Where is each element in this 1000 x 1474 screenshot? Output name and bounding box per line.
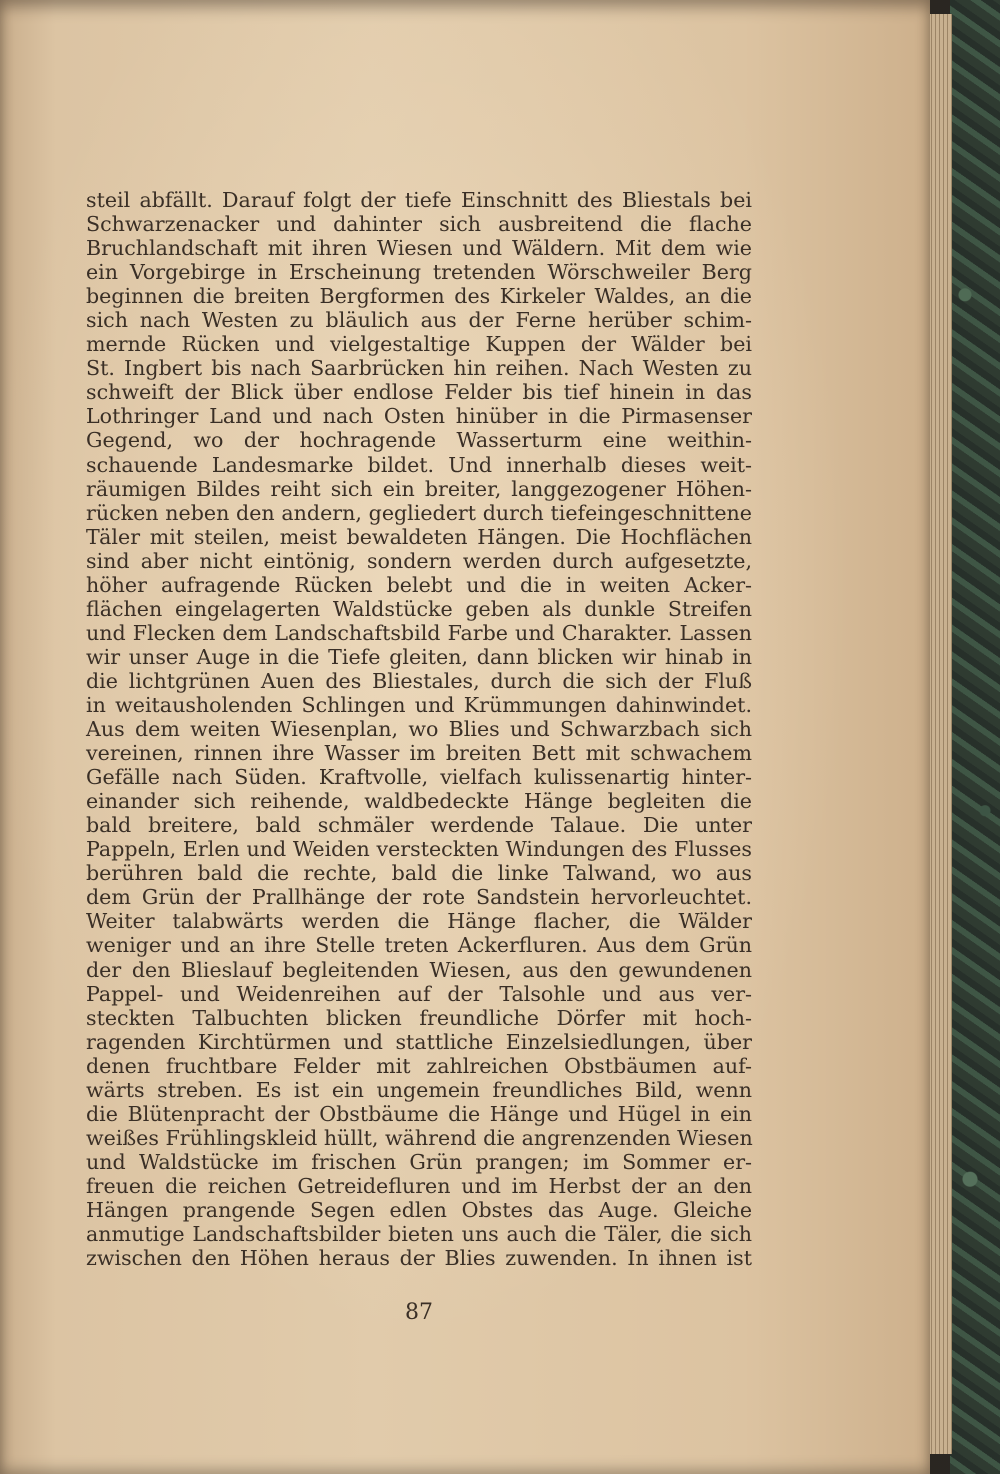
marbled-cover <box>950 0 1000 1474</box>
text-line: steil abfällt. Darauf folgt der tiefe Einschnitt des Bliestals bei <box>86 188 752 212</box>
text-line: wärts streben. Es ist ein ungemein freundliches Bild, wenn <box>86 1077 752 1102</box>
text-line: Pappeln, Erlen und Weiden versteckten Windungen des Flusses <box>86 837 752 862</box>
text-line: Bruchlandschaft mit ihren Wiesen und Wäldern. Mit dem wie <box>86 236 752 261</box>
text-line: anmutige Landschaftsbilder bieten uns auch die Täler, die sich <box>86 1222 752 1247</box>
text-line: steckten Talbuchten blicken freundliche Dörfer mit hoch- <box>86 1005 752 1030</box>
text-line: Pappel- und Weidenreihen auf der Talsohle und aus ver- <box>86 981 752 1006</box>
text-line: Weiter talabwärts werden die Hänge flacher, die Wälder <box>86 909 752 934</box>
page-number: 87 <box>405 1300 433 1325</box>
text-line: mernde Rücken und vielgestaltige Kuppen der Wälder bei <box>86 332 752 357</box>
text-line: und Flecken dem Landschaftsbild Farbe und Charakter. Lassen <box>86 620 752 645</box>
text-line: sind aber nicht eintönig, sondern werden durch aufgesetzte, <box>86 548 752 573</box>
text-line: freuen die reichen Getreidefluren und im Herbst der an den <box>86 1173 752 1198</box>
text-line: räumigen Bildes reiht sich ein breiter, langgezogener Höhen- <box>86 476 752 501</box>
text-line: wir unser Auge in die Tiefe gleiten, dann blicken wir hinab in <box>86 644 752 669</box>
text-line: sich nach Westen zu bläulich aus der Ferne herüber schim- <box>86 308 752 333</box>
text-line: berühren bald die rechte, bald die linke Talwand, wo aus <box>86 861 752 886</box>
text-line: Hängen prangende Segen edlen Obstes das Auge. Gleiche <box>86 1197 752 1222</box>
text-line: der den Blieslauf begleitenden Wiesen, aus den gewundenen <box>86 957 752 982</box>
text-line: flächen eingelagerten Waldstücke geben als dunkle Streifen <box>86 596 752 621</box>
text-line: und Waldstücke im frischen Grün prangen; im Sommer er- <box>86 1149 752 1174</box>
text-line: Täler mit steilen, meist bewaldeten Hängen. Die Hochflächen <box>86 524 752 549</box>
text-line: einander sich reihende, waldbedeckte Hänge begleiten die <box>86 789 752 814</box>
text-line: die Blütenpracht der Obstbäume die Hänge und Hügel in ein <box>86 1101 752 1126</box>
text-line: schweift der Blick über endlose Felder bis tief hinein in das <box>86 380 752 405</box>
text-line: vereinen, rinnen ihre Wasser im breiten Bett mit schwachem <box>86 741 752 766</box>
text-line: Gefälle nach Süden. Kraftvolle, vielfach kulissenartig hinter- <box>86 765 752 790</box>
text-line: Schwarzenacker und dahinter sich ausbreitend die flache <box>86 212 752 237</box>
text-line: Aus dem weiten Wiesenplan, wo Blies und Schwarzbach sich <box>86 717 752 742</box>
text-line: bald breitere, bald schmäler werdende Talaue. Die unter <box>86 813 752 838</box>
text-line: ein Vorgebirge in Erscheinung tretenden Wörschweiler Berg <box>86 260 752 285</box>
text-line: weißes Frühlingskleid hüllt, während die angrenzenden Wiesen <box>86 1125 753 1150</box>
text-line: beginnen die breiten Bergformen des Kirkeler Waldes, an die <box>86 284 752 309</box>
text-line: denen fruchtbare Felder mit zahlreichen Obstbäumen auf- <box>86 1053 752 1078</box>
text-line: rücken neben den andern, gegliedert durch tiefeingeschnittene <box>86 500 752 525</box>
text-line: Gegend, wo der hochragende Wasserturm eine weithin- <box>86 428 752 453</box>
body-text <box>86 188 752 1270</box>
text-line: St. Ingbert bis nach Saarbrücken hin reihen. Nach Westen zu <box>86 356 752 381</box>
text-line: in weitausholenden Schlingen und Krümmungen dahinwindet. <box>86 692 752 717</box>
text-line: die lichtgrünen Auen des Bliestales, durch die sich der Fluß <box>86 668 752 693</box>
text-line: zwischen den Höhen heraus der Blies zuwenden. In ihnen ist <box>86 1246 752 1271</box>
text-line: Lothringer Land und nach Osten hinüber in die Pirmasenser <box>86 404 752 429</box>
text-line: dem Grün der Prallhänge der rote Sandstein hervorleuchtet. <box>86 885 752 910</box>
text-line: höher aufragende Rücken belebt und die in weiten Acker- <box>86 572 752 597</box>
text-line: weniger und an ihre Stelle treten Ackerfluren. Aus dem Grün <box>86 933 752 958</box>
text-line: schauende Landesmarke bildet. Und innerhalb dieses weit- <box>86 452 752 477</box>
text-line: ragenden Kirchtürmen und stattliche Einzelsiedlungen, über <box>86 1029 752 1054</box>
